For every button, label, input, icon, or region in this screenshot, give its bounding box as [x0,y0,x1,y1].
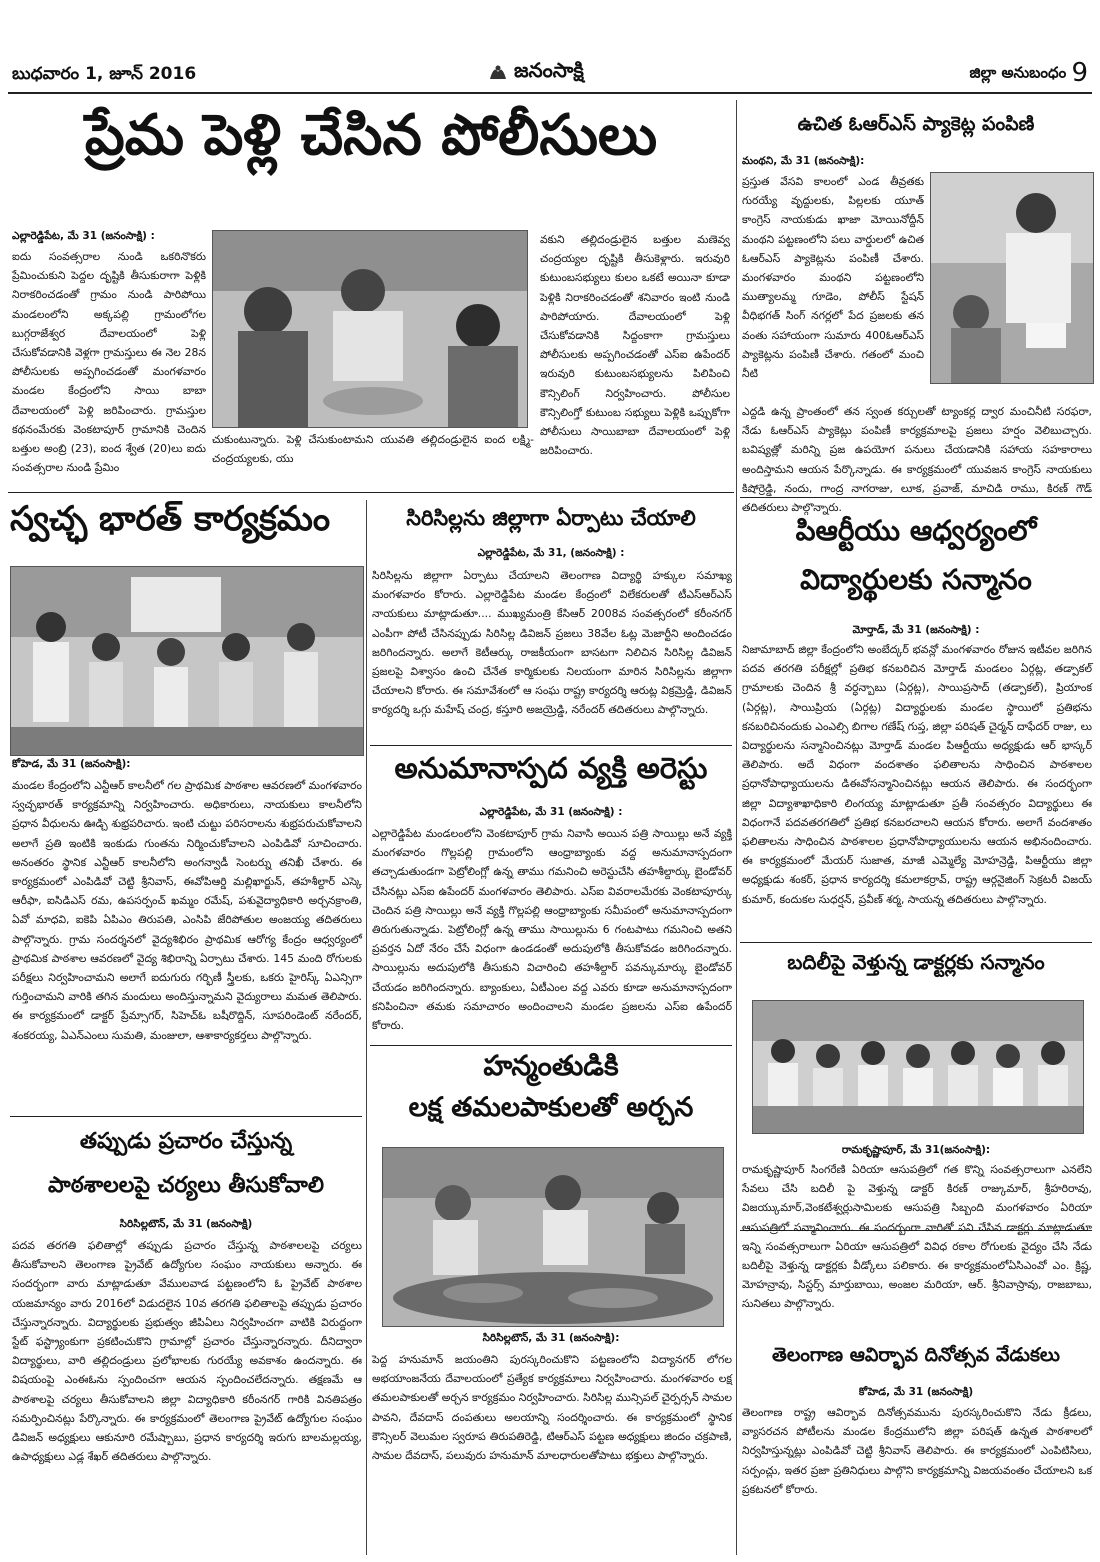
formation-day-body: తెలంగాణ రాష్ట్ర ఆవిర్భావ దినోత్సవమును పురస్కరించుకొని నేడు క్రీడలు, వ్యాసరచన పోటీలను మండల కేంద్రములోని జిల్లా పరిషత్ ఉన్నత పాఠశాలలో నిర్వహిస్తున్నట్లు ఎంపిడివో చెట్టి శ్రీనివాస్ తెలిపారు. ఈ కార్యక్రమంలో ఎంపిటిసిలు, సర్పంచ్లు, ఇతర ప్రజా ప్రతినిధులు పాల్గొని కార్యక్రమాన్ని విజయవంతం చేయాలని ఒక ప్రకటనలో కోరారు. [742,1406,1092,1496]
false-publicity-headline-2: పాఠశాలలపై చర్యలు తీసుకోవాలి [48,1173,324,1198]
prtu-dateline: మోర్తాడ్, మే 31 (జనంసాక్షి) : [852,624,980,636]
lead-headline: ప్రేమ పెళ్లి చేసిన పోలీసులు [84,103,658,168]
doctors-headline: బదిలీపై వెళ్తున్న డాక్టర్లకు సన్మానం [787,950,1045,974]
formation-day-dateline: కోహెడ, మే 31 (జనంసాక్షి) [858,1386,974,1398]
sircilla-body: సిరిసిల్లను జిల్లాగా ఏర్పాటు చేయాలని తెలంగాణ విద్యార్థి హక్కుల సమాఖ్య మంగళవారం కోరారు. ఎల్లారెడ్డిపేట మండల కేంద్రంలో విలేకరులతో టీఎస్ఆర్ఎస్ నాయకులు మాట్లాడుతూ.... ముఖ్యమంత్రి కేసిఆర్ 2008వ సంవత్సరంలో కరీంనగర్ ఎంపీగా పోటీ చేసినప్పుడు సిరిసిల్ల డివిజన్ ప్రజలు 38వేల ఓట్ల మెజార్టీని అందించడం జరిగిందన్నారు. అలాగే కెటీఆర్కు రాజకీయంగా బాసటగా నిలిచిన సిరిసిల్ల డివిజన్ ప్రజలపై విశ్వాసం ఉంచి చేనేత కార్మికులకు నిలయంగా మారిన సిరిసిల్లను జిల్లాగా చేయాలని కోరారు. ఈ సమావేశంలో ఆ సంఘ రాష్ట్ర కార్యదర్శి ఆరుట్ల విక్రమ్రెడ్డి, డివిజన్ కార్యదర్శి ఒగ్గు మహేష్ చంద్ర, కస్తూరి అజయ్రెడ్డి, నరేందర్ తదితరులు పాల్గొన్నారు. [372,569,732,717]
masthead-logo-icon [488,62,508,82]
lead-body-left: ఐదు సంవత్సరాల నుండి ఒకరినొకరు ప్రేమించుకుని పెద్దల దృష్టికి తీసుకురాగా పెళ్లికి నిరాకరించడంతో గ్రామం నుండి పారిపోయి మండలంలోని అక్కపల్లి గ్రామంలోగల బుగ్గరాజేశ్వర దేవాలయంలో పెళ్లి చేసుకోవడానికి వెళ్లగా గ్రామస్తులు ఈ నెల 28న పోలీసులకు అప్పగించడంతో మంగళవారం మండల కేంద్రంలోని సాయి బాబా దేవాలయంలో పెళ్లి జరిపించారు. గ్రామస్తుల కథనంమేరకు వెంకటాపూర్ గ్రామానికి చెందిన బత్తుల అంబ్రి (23), ఐంద శ్వేత (20)లు ఐదు సంవత్సరాల నుండి ప్రేమిం [12,250,206,475]
lead-body-right: వకుని తల్లిదండ్రులైన బత్తుల మణెవ్వ చంద్రయ్యల దృష్టికి తీసుకెళ్లారు. ఇరువురి కుటుంబసభ్యులు కులం ఒకటే అయినా కూడా పెళ్లికి నిరాకరించడంతో శనివారం ఇంటి నుండి పారిపోయారు. దేవాలయంలో పెళ్లి చేసుకోవడానికి సిద్దంకాగా గ్రామస్తులు పోలీసులకు అప్పగించడంతో ఎస్ఐ ఉపేందర్ ఇరువురి కుటుంబసభ్యులను పిలిపించి కౌన్సిలింగ్ నిర్వహించారు. పోలీసుల కౌన్సిలింగ్తో కుటుంబ సభ్యులు పెళ్లికి ఒప్పుకోగా పోలీసులు సాయిబాబా దేవాలయంలో పెళ్లి జరిపించారు. [540,233,730,458]
section-name: జిల్లా అనుబంధం [969,63,1067,82]
ors-dateline: మంథని, మే 31 (జనంసాక్షి): [742,155,865,167]
doctors-photo [752,1000,1084,1134]
swachh-body: మండల కేంద్రంలోని ఎన్టీఆర్ కాలనీలో గల ప్రాథమిక పాఠశాల ఆవరణలో మంగళవారం స్వచ్ఛభారత్ కార్యక్రమాన్ని నిర్వహించారు. అధికారులు, నాయకులు కాలనీలోని ప్రధాన వీధులను ఊడ్చి శుభ్రపరిచారు. ఇంటి చుట్టు పరిసరాలను శుభ్రపరుచుకోవాలని అలాగే ప్రతి ఇంటికి ఇంకుడు గుంతను నిర్మించుకోవాలని ఎంపిడివో సూచించారు. అనంతరం స్థానిక ఎన్టీఆర్ కాలనీలోని అంగన్వాడీ సెంటర్ను తనిఖీ చేశారు. ఈ కార్యక్రమంలో ఎంపిడివో చెట్టి శ్రీనివాస్, ఈవోపిఆర్డి మల్లిఖార్జున్, తహశీల్దార్ ఎస్కె ఆరీఫా, ఐసిడిఎస్ రమ, ఉపసర్పంచ్ ఖమ్మం రమేష్, పశువైద్యాధికారి అర్చనక్రాంతి, ఏవో మాధవి, ఐకెపి ఏపిఎం తిరుపతి, ఎంసిపి జేరిపోతుల అంజయ్య తదితరులు పాల్గొన్నారు. గ్రామ సందర్శనలో వైద్యశిభిరం ప్రాథమిక ఆరోగ్య కేంద్రం ఆధ్వర్యంలో ప్రాథమిక పాఠశాల ఆవరణలో వైద్య శిభిరాన్ని ఏర్పాటు చేశారు. 145 మంది రోగులకు పరీక్షలు నిర్వహించామని అలాగే ఐదుగురు గర్భిణీ స్త్రీలకు, ఒకరు హైరిస్క్ ఏఎన్సిగా గుర్తించామని వారికి తగిన మందులు అందిస్తున్నామని వైద్యురాలు మమత తెలిపారు. ఈ కార్యక్రమంలో డాక్టర్ ప్రేమ్సాగర్, సిహెచ్ఓ బషీరొద్దిన్, సూపరిండెంట్ నరేందర్, శంకరయ్య, ఏఎన్ఎంలు సుమతి, మంజులా, ఆశాకార్యకర్తలు పాల్గొన్నారు. [12,779,362,1042]
suspect-body: ఎల్లారెడ్డిపేట మండలంలోని వెంకటాపూర్ గ్రామ నివాసి అయిన పత్రి సాయిల్లు అనే వ్యక్తి మంగళవారం గొల్లపల్లి గ్రామంలోని ఆంధ్రాబ్యాంకు వద్ద అనుమానాస్పదంగా తచ్చాడుతుండగా పెట్రోలింగ్లో ఉన్న తాము గమనించి అరెస్టుచేసి తహశీల్దార్కు బైండోవర్ చేసినట్లు ఎస్ఐ ఉపేందర్ మంగళవారం తెలిపారు. ఎస్ఐ వివరాలమేరకు వెంకటాపూర్కు చెందిన పత్రి సాయిల్లు అనే వ్యక్తి గొల్లపల్లి ఆంధ్రాబ్యాంకు సమీపంలో అనుమానాస్పదంగా తిరుగుతున్నాడు. పెట్రోలింగ్లో ఉన్న తాము సాయిల్లును 6 గంటపాటు గమనించి అతని ప్రవర్తన ఏదో నేరం చేసే విధంగా ఉండడంతో అదుపులోకి తీసుకోవడం జరిగిందన్నారు. సాయిల్లును అదుపులోకి తీసుకుని విచారించి తహశీల్దార్ పవన్కుమార్కు బైండోవర్ చేయడం జరిగిందన్నారు. బ్యాంకులు, ఏటీఎంల వద్ద ఎవరు కూడా అనుమానాస్పదంగా కనిపించినా తమకు సమాచారం అందించాలని మండల ప్రజలను ఎస్ఐ ఉపేందర్ కోరారు. [372,827,732,1033]
hanuman-photo [382,1147,724,1327]
formation-day-headline: తెలంగాణ ఆవిర్భావ దినోత్సవ వేడుకలు [772,1344,1060,1366]
header-rule [8,92,1092,94]
suspect-dateline: ఎల్లారెడ్డిపేట, మే 31 (జనంసాక్షి) : [479,806,623,818]
hanuman-body: పెద్ద హనుమాన్ జయంతిని పురస్కరించుకొని పట్టణంలోని విద్యానగర్ లోగల అభయాంజనేయ దేవాలయంలో ప్రత్యేక కార్యక్రమాలు నిర్వహించారు. మంగళవారం లక్ష తమలపాకులతో అర్చన కార్యక్రమం నిర్వహించారు. సిరిసిల్ల మున్సిపల్ చైర్పర్సన్ సామల పావని, దేవదాస్ దంపతులు అలయాన్ని సందర్శించారు. ఈ కార్యక్రమంలో స్థానిక కౌన్సిలర్ వెలుమల స్వరూప తిరుపతిరెడ్డి, టిఆర్ఎస్ పట్టణ అధ్యక్షులు జిందం చక్రపాణి, సామల దేవదాస్, పలువురు హనుమాన్ మాలధారులతోపాటు భక్తులు పాల్గొన్నారు. [372,1353,732,1463]
lead-dateline: ఎల్లారెడ్డిపేట, మే 31 (జనంసాక్షి) : [12,230,155,242]
prtu-headline-1: పిఆర్టీయు ఆధ్వర్యంలో [795,514,1037,547]
false-publicity-headline-1: తప్పుడు ప్రచారం చేస్తున్న [79,1129,293,1154]
false-publicity-dateline: సిరిసిల్లటౌన్, మే 31 (జనంసాక్షి) [119,1218,253,1230]
false-publicity-body: పదవ తరగతి ఫలితాల్లో తప్పుడు ప్రచారం చేస్తున్న పాఠశాలలపై చర్యలు తీసుకోవాలని తెలంగాణ ప్రైవేట్ ఉద్యోగుల సంఘం నాయకులు అన్నారు. ఈ సందర్భంగా వారు మాట్లాడుతూ వేములవాడ పట్టణంలోని ఓ ప్రైవేట్ పాఠశాల యజమాన్యం వారు 2016లో విడుదలైన 10వ తరగతి ఫలితాలపై తప్పుడు ప్రచారం చేస్తున్నారన్నారు. విద్యార్థులకు ప్రభుత్వం జీపిఏలు నిర్వహించగా వాటికి విరుద్దంగా స్టేట్ ఫస్ట్ర్యాంకుగా ప్రకటించుకొని గ్రామాల్లో ప్రచారం చేస్తున్నారన్నారు. దీనిద్వారా విద్యార్థులు, వారి తల్లిదండ్రులు ప్రలోభాలకు గురయ్యే అవకాశం ఉందన్నారు. ఈ విషయంపై ఎంఈఓను స్పందించగా ఆయన స్పందించలేదన్నారు. తక్షణమే ఆ పాఠశాలపై చర్యలు తీసుకోవాలని జిల్లా విద్యాధికారి కరీంనగర్ గారికి వినతిపత్రం సమర్పించినట్లు పేర్కొన్నారు. ఈ కార్యక్రమంలో తెలంగాణ ప్రైవేట్ ఉద్యోగుల సంఘం డివిజన్ అధ్యక్షులు ఆకునూరి రమేష్బాబు, ప్రధాన కార్యదర్శి ఇరుగు బాలమల్లయ్య, ఉపాధ్యక్షులు ఎడ్ల శేఖర్ తదితరులు పాల్గొన్నారు. [12,1239,362,1464]
sircilla-headline: సిరిసిల్లను జిల్లాగా ఏర్పాటు చేయాలి [406,506,696,530]
column-divider [736,100,737,1555]
section-rule [8,492,734,493]
section-rule [370,1045,732,1046]
swachh-headline: స్వచ్ఛ భారత్ కార్యక్రమం [10,499,331,539]
lead-body-mid-tail: చుకుంటున్నారు. పెళ్లి చేసుకుంటామని యువతి తల్లిదండ్రులైన ఐంద లక్ష్మి-చంద్రయ్యలకు, యు [212,433,534,466]
section-rule [10,1116,362,1117]
ors-body-top: ప్రస్తుత వేసవి కాలంలో ఎండ తీవ్రతకు గురయ్యే వృద్దులకు, పిల్లలకు యూత్ కాంగ్రెస్ నాయకుడు ఖాజా మోయినోద్దీన్ మంథని పట్టణంలోని పలు వార్డులలో ఉచిత ఓఆర్ఎస్ ప్యాకెట్లను పంపిణీ చేశారు. మంగళవారం మంథని పట్టణంలోని ముత్యాలమ్మ గూడెం, పోలీస్ స్టేషన్ వీధిభగత్ సింగ్ నగర్లలో పేద ప్రజలకు తన వంతు సహాయంగా సుమారు 400ఓఆర్ఎస్ ప్యాకెట్లను పంపిణీ చేశారు. గతంలో మంచి నీటి [742,175,924,381]
doctors-dateline: రామకృష్ణాపూర్, మే 31(జనంసాక్షి): [841,1144,991,1156]
masthead [488,58,648,86]
sircilla-dateline: ఎల్లారెడ్డిపేట, మే 31, (జనంసాక్షి) : [477,547,625,559]
suspect-headline: అనుమానాస్పద వ్యక్తి అరెస్టు [394,751,708,785]
issue-date: బుధవారం 1, జూన్ 2016 [12,64,197,84]
doctors-body: రామకృష్ణాపూర్ సింగరేణి ఏరియా ఆసుపత్రిలో గత కొన్ని సంవత్సరాలుగా ఎనలేని సేవలు చేసి బదిలీ పై వెళ్తున్న డాక్టర్ కిరణ్ రాజ్కుమార్, శ్రీహరిరావు, విజయ్కుమార్,వెంకటేశ్వర్లుసామిలకు ఆసుపత్రి సిబ్బంది మంగళవారం ఏరియా ఆసుపత్రిలో సన్మానించారు. ఈ సందర్బంగా వారితో పని చేసిన డాక్టర్లు మాట్లాడుతూ ఇన్ని సంవత్సరాలుగా ఏరియా ఆసుపత్రిలో వివిధ రకాల రోగులకు వైద్యం చేసి నేడు బదిలీపై వెళ్తున్న డాక్టర్లకు వీడ్కోలు పలికారు. ఈ కార్యక్రమంలోఏసిఎంవో ఎం. క్రిష్ణ, మోహన్రావు, సిస్టర్స్ మార్తుబాయి, అంజల మరియా, ఆర్. శ్రీనివాస్రావు, రాజబాబు, సునితలు పాల్గొన్నారు. [742,1163,1092,1311]
section-rule [370,745,732,746]
hanuman-headline-1: హన్మంతుడికి [483,1049,619,1082]
ors-photo [930,172,1094,384]
prtu-headline-2: విద్యార్థులకు సన్మానం [800,563,1032,596]
swachh-dateline: కోహెడ, మే 31 (జనంసాక్షి): [12,758,131,770]
page-section [828,58,1088,88]
masthead-title: జనంసాక్షి [514,57,584,82]
hanuman-dateline: సిరిసిల్లటౌన్, మే 31 (జనంసాక్షి): [482,1332,620,1344]
hanuman-headline-2: లక్ష తమలపాకులతో అర్చన [408,1092,694,1123]
wedding-photo [212,230,528,428]
section-rule [740,942,1092,943]
ors-headline: ఉచిత ఓఆర్ఎస్ ప్యాకెట్ల పంపిణి [797,113,1035,135]
swachh-photo [10,566,364,756]
page-number: 9 [1071,58,1088,88]
column-divider [366,500,367,1555]
prtu-body: నిజామాబాద్ జిల్లా కేంద్రంలోని అంబేద్కర్ భవన్లో మంగళవారం రోజున ఇటీవల జరిగిన పదవ తరగతి పరీక్షల్లో ప్రతిభ కనబరిచిన మోర్తాడ్ మండలం ఏర్గట్ల, తడ్పాకల్ గ్రామాలకు చెందిన శ్రీ వర్ధన్బాబు (ఏర్గట్ల), సాయిప్రసాద్ (తడ్పాకల్), ప్రియాంక (ఏర్గట్ల), సాయిప్రియ (ఏర్గట్ల) విద్యార్థులకు మండల స్థాయిలో ప్రతిభను కనబరిచినందుకు ఎంఎల్సి బిగాల గణేష్ గుప్త, జిల్లా పరిషత్ చైర్మన్ దాఫేదర్ రాజు, లు విద్యార్థులను సన్మానించినట్లు మోర్తాడ్ మండల పిఆర్టీయు అధ్యక్షుడు ఆర్ భాస్కర్ తెలిపారు. అదే విధంగా వందశాతం ఫలితాలను సాధించిన పాఠశాలల ప్రధానోపాధ్యాయులను డిఈవోసన్మానించినట్లు ఆయన తెలిపారు. ఈ సందర్భంగా జిల్లా విద్యాశాఖాధికారి లింగయ్య మాట్లాడుతూ ప్రతీ సంవత్సరం విద్యార్థులు ఈ విధంగానే పదవతరగతిలో ప్రతిభ కనబరచాలని ఆయన కోరారు. అలాగే వందశాతం ఫలితాలను సాధించిన పాఠశాలల ప్రధానోపాధ్యాయులను ఆయన అభినందించారు. ఈ కార్యక్రమంలో మేయర్ సుజాత, మాజీ ఎమ్మెల్యే మోహన్రెడ్డి, పిఆర్టీయు జిల్లా అధ్యక్షుడు శంకర్, ప్రధాన కార్యదర్శి కమలాకర్రావ్, రాష్ట్ర ఆర్గనైజింగ్ సెక్రటరీ విజయ్ కుమార్, కందుకల సుధర్షన్, ప్రవీణ్ శర్మ, సాయన్న తదితరులు పాల్గొన్నారు. [742,643,1092,906]
ors-body-bottom: ఎద్దడి ఉన్న ప్రాంతంలో తన స్వంత కర్చులతో ట్యాంకర్ల ద్వార మంచినీటి సరఫరా, నేడు ఓఆర్ఎస్ ప్యాకెట్లు పంపిణీ కార్యక్రమాలపై ప్రజలు హర్షం వెలిబుచ్చారు. బవిష్యత్లో మరిన్ని ప్రజ ఉపయోగ పనులు చేయడానికి సహాయ సహకారాలు అందిస్తామని ఆయన పేర్కొన్నాడు. ఈ కార్యక్రమంలో యువజన కాంగ్రెస్ నాయకులు కిషోర్రెడ్డి, నందు, గాంద్ర నాగరాజు, లూక, ప్రవాజ్, మాచిడి రాము, కిరణ్ గౌడ్ తదితరులు పాల్గొన్నారు. [742,405,1092,515]
